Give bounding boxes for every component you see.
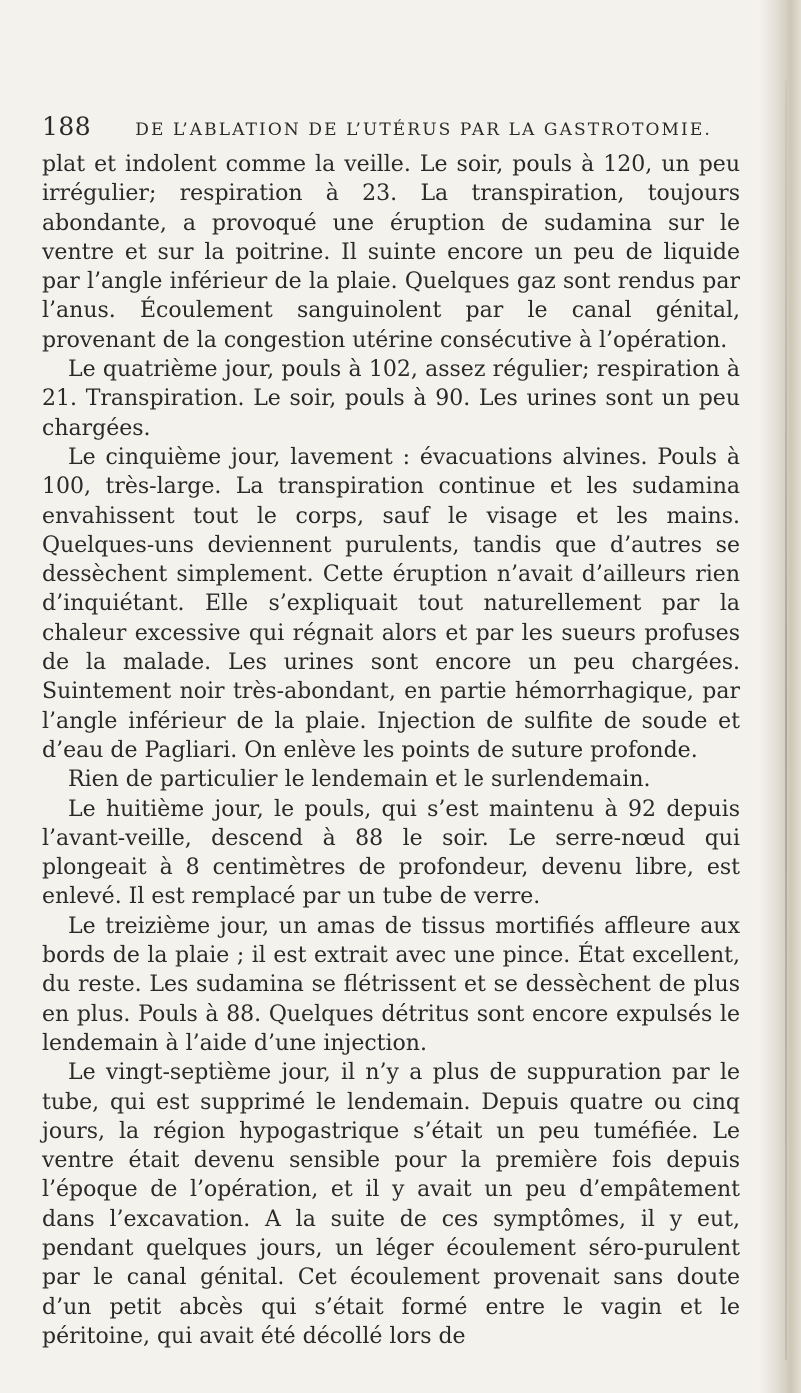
page-header bbox=[42, 112, 742, 146]
page-edge-shadow bbox=[759, 0, 801, 1393]
page-number: 188 bbox=[42, 112, 92, 141]
paragraph: Le cinquième jour, lavement : évacuations alvines. Pouls à 100, très-large. La transpiration continue et les sudamina envahissent tout le corps, sauf le visage et les mains. Quelques-uns deviennent purulents, tandis que d’autres se dessèchent simplement. Cette éruption n’avait d’ailleurs rien d’inquiétant. Elle s’expliquait tout naturellement par la chaleur excessive qui régnait alors et par les sueurs profuses de la malade. Les urines sont encore un peu chargées. Suintement noir très-abondant, en partie hémorrhagique, par l’angle inférieur de la plaie. Injection de sulfite de soude et d’eau de Pagliari. On enlève les points de suture profonde. bbox=[42, 444, 740, 763]
running-title: DE L’ABLATION DE L’UTÉRUS PAR LA GASTROTOMIE. bbox=[135, 120, 712, 140]
paragraph: Rien de particulier le lendemain et le surlendemain. bbox=[68, 767, 651, 793]
paragraph: Le vingt-septième jour, il n’y a plus de suppuration par le tube, qui est supprimé le lendemain. Depuis quatre ou cinq jours, la région hypogastrique s’était un peu tuméfiée. Le ventre était devenu sensible pour la première fois depuis l’époque de l’opération, et il y avait un peu d’empâtement dans l’excavation. A la suite de ces symptômes, il y eut, pendant quelques jours, un léger écoulement séro-purulent par le canal génital. Cet écoulement provenait sans doute d’un petit abcès qui s’était formé entre le vagin et le péritoine, qui avait été décollé lors de bbox=[42, 1060, 740, 1349]
paragraph: plat et indolent comme la veille. Le soir, pouls à 120, un peu irrégulier; respiration à 23. La transpiration, toujours abondante, a provoqué une éruption de sudamina sur le ventre et sur la poitrine. Il suinte encore un peu de liquide par l’angle inférieur de la plaie. Quelques gaz sont rendus par l’anus. Écoulement sanguinolent par le canal génital, provenant de la congestion utérine consécutive à l’opération. bbox=[42, 152, 740, 353]
body-text bbox=[42, 150, 740, 1351]
paragraph: Le huitième jour, le pouls, qui s’est maintenu à 92 depuis l’avant-veille, descend à 88 le soir. Le serre-nœud qui plongeait à 8 centimètres de profondeur, devenu libre, est enlevé. Il est remplacé par un tube de verre. bbox=[42, 796, 740, 910]
paragraph: Le treizième jour, un amas de tissus mortifiés affleure aux bords de la plaie ; il est extrait avec une pince. État excellent, du reste. Les sudamina se flétrissent et se dessèchent de plus en plus. Pouls à 88. Quelques détritus sont encore expulsés le lendemain à l’aide d’une injection. bbox=[42, 913, 740, 1056]
paragraph: Le quatrième jour, pouls à 102, assez régulier; respiration à 21. Transpiration. Le soir, pouls à 90. Les urines sont un peu chargées. bbox=[42, 357, 740, 441]
